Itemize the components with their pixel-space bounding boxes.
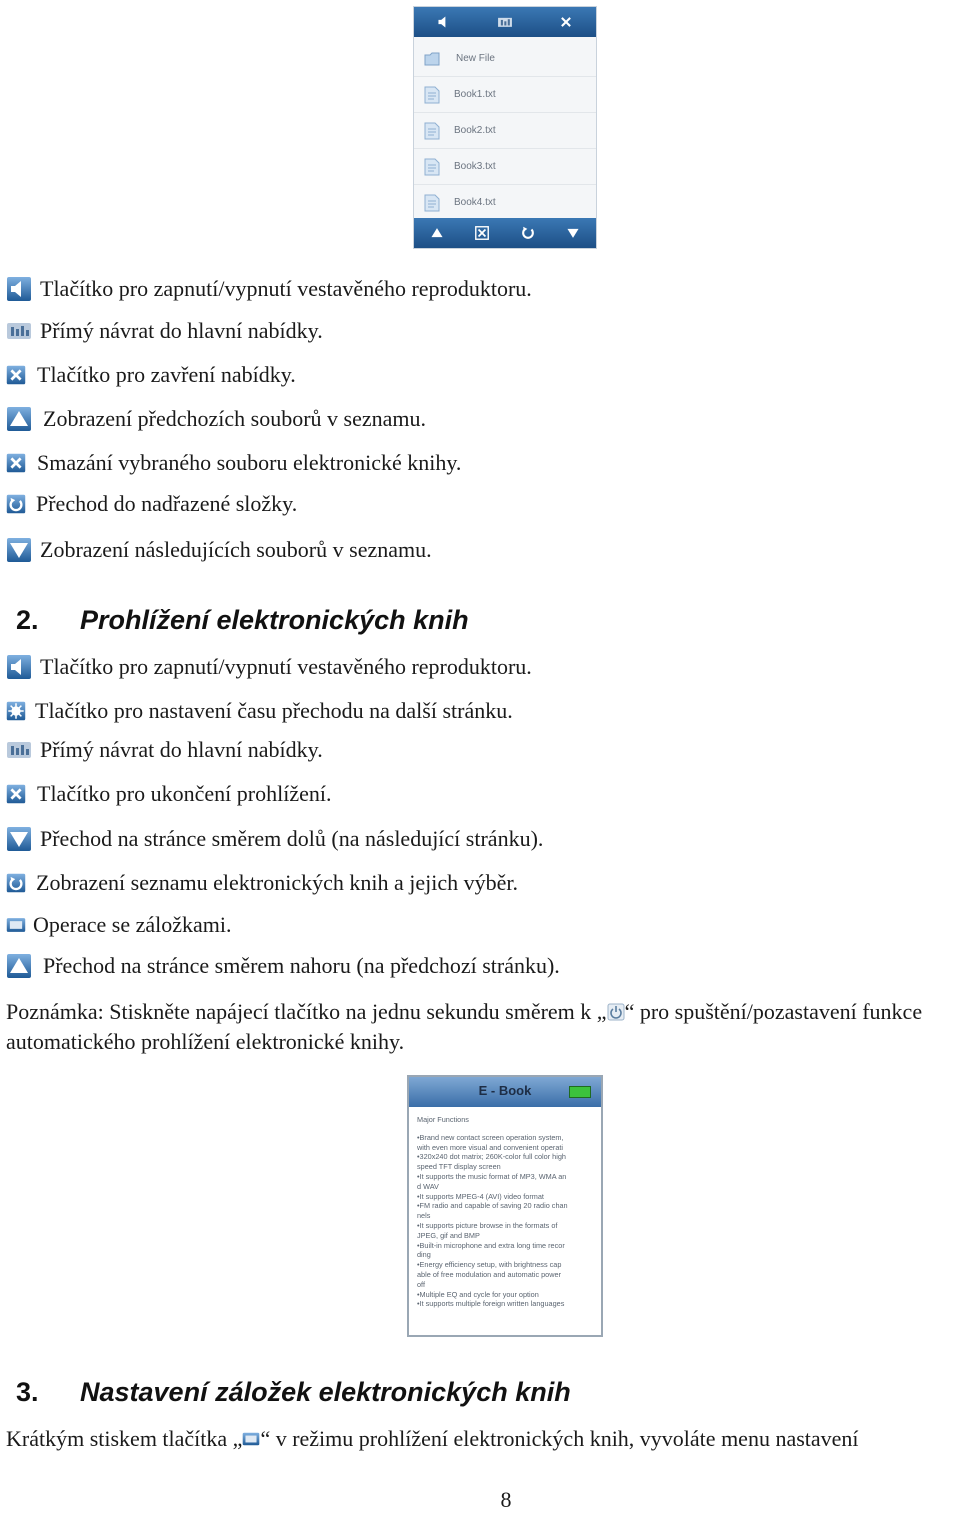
section-title: Prohlížení elektronických knih: [80, 605, 469, 635]
ebook-line: •Energy efficiency setup, with brightness cap: [417, 1260, 562, 1270]
section-number: 3.: [16, 1377, 39, 1407]
list-item[interactable]: [414, 77, 596, 113]
instruction-text: Zobrazení následujících souborů v seznamu.: [40, 537, 432, 562]
instruction-row: [6, 537, 432, 563]
instruction-row: [6, 654, 532, 680]
instruction-text: Tlačítko pro ukončení prohlížení.: [37, 781, 332, 806]
folder-icon: [424, 50, 440, 68]
ebook-line: off: [417, 1279, 425, 1289]
return-icon: [6, 873, 26, 893]
section-number: 2.: [16, 605, 39, 635]
delete-icon: [6, 453, 26, 473]
instruction-text: Přechod na stránce směrem nahoru (na předchozí stránku).: [43, 953, 560, 978]
instruction-text: Přímý návrat do hlavní nabídky.: [40, 318, 323, 343]
instruction-row: [6, 276, 532, 302]
instruction-row: [6, 698, 513, 724]
list-item[interactable]: [414, 149, 596, 185]
settings-icon: [6, 701, 26, 721]
up-arrow-icon: [6, 953, 32, 979]
instruction-row: [6, 826, 543, 852]
instruction-row: [6, 450, 461, 476]
file-name: Book2.txt: [454, 125, 496, 136]
note-paragraph: [6, 997, 960, 1057]
close-icon: [6, 784, 26, 804]
ebook-line: •It supports picture browse in the formats of: [417, 1220, 558, 1230]
file-name: New File: [456, 53, 495, 64]
instruction-text: Přímý návrat do hlavní nabídky.: [40, 737, 323, 762]
ebook-line: •Multiple EQ and cycle for your option: [417, 1289, 539, 1299]
instruction-row: [6, 912, 232, 938]
file-icon: [424, 194, 440, 212]
file-name: Book3.txt: [454, 161, 496, 172]
home-icon[interactable]: [496, 13, 514, 31]
delete-icon[interactable]: [473, 224, 491, 242]
instruction-row: [6, 406, 426, 432]
note-text-before: Poznámka: Stiskněte napájecí tlačítko na jednu sekundu směrem k „: [6, 999, 607, 1024]
close-icon: [6, 365, 26, 385]
file-list: [414, 41, 596, 220]
ebook-line: •Built-in microphone and extra long time recor: [417, 1240, 565, 1250]
instruction-text: Smazání vybraného souboru elektronické knihy.: [37, 450, 462, 475]
speaker-icon: [6, 654, 32, 680]
ebook-line: •It supports MPEG-4 (AVI) video format: [417, 1191, 544, 1201]
page-number: 8: [500, 1487, 512, 1512]
ebook-line: able of free modulation and automatic power: [417, 1269, 561, 1279]
instruction-text: Operace se záložkami.: [33, 912, 232, 937]
return-icon[interactable]: [519, 224, 537, 242]
section3-paragraph: [6, 1424, 960, 1454]
up-arrow-icon: [6, 406, 32, 432]
file-name: Book1.txt: [454, 89, 496, 100]
instruction-text: Tlačítko pro zapnutí/vypnutí vestavěného reproduktoru.: [40, 276, 532, 301]
ebook-line: •It supports the music format of MP3, WMA an: [417, 1171, 567, 1181]
instruction-row: [6, 953, 560, 979]
battery-icon: [569, 1086, 591, 1098]
home-icon: [6, 318, 32, 344]
file-name: Book4.txt: [454, 197, 496, 208]
down-arrow-icon: [6, 537, 32, 563]
section-heading: [16, 1377, 571, 1408]
section3-text-before: Krátkým stiskem tlačítka „: [6, 1426, 243, 1451]
instruction-text: Přechod do nadřazené složky.: [36, 491, 298, 516]
file-browser-bottom-bar: [414, 218, 596, 248]
ebook-line: nels: [417, 1211, 431, 1221]
instruction-row: [6, 318, 323, 344]
ebook-line: •It supports multiple foreign written languages: [417, 1299, 565, 1309]
ebook-screenshot: [407, 1075, 603, 1337]
file-browser-screenshot: [413, 6, 597, 249]
ebook-line: ding: [417, 1250, 431, 1260]
instruction-text: Přechod na stránce směrem dolů (na následující stránku).: [40, 826, 544, 851]
instruction-text: Tlačítko pro zavření nabídky.: [37, 362, 296, 387]
list-item[interactable]: [414, 41, 596, 77]
instruction-text: Tlačítko pro zapnutí/vypnutí vestavěného reproduktoru.: [40, 654, 532, 679]
instruction-row: [6, 362, 296, 388]
instruction-row: [6, 491, 297, 517]
note-text-after: “ pro spuštění/pozastavení funkce automatického prohlížení elektronické knihy.: [6, 999, 923, 1054]
file-icon: [424, 86, 440, 104]
speaker-icon: [6, 276, 32, 302]
list-item[interactable]: [414, 113, 596, 149]
ebook-line: d WAV: [417, 1181, 439, 1191]
instruction-text: Zobrazení seznamu elektronických knih a jejich výběr.: [36, 870, 518, 895]
file-icon: [424, 122, 440, 140]
bookmark-icon: [6, 915, 26, 935]
section-title: Nastavení záložek elektronických knih: [80, 1377, 571, 1407]
instruction-text: Tlačítko pro nastavení času přechodu na další stránku.: [35, 698, 513, 723]
instruction-row: [6, 781, 331, 807]
close-icon[interactable]: [557, 13, 575, 31]
ebook-header: [409, 1077, 601, 1107]
down-arrow-icon: [6, 826, 32, 852]
list-item[interactable]: [414, 185, 596, 220]
ebook-line: JPEG, gif and BMP: [417, 1230, 480, 1240]
bookmark-icon: [242, 1430, 260, 1448]
return-icon: [6, 494, 26, 514]
ebook-text: [417, 1115, 593, 1327]
down-arrow-icon[interactable]: [564, 224, 582, 242]
instruction-row: [6, 870, 518, 896]
speaker-icon[interactable]: [435, 13, 453, 31]
ebook-heading: Major Functions: [417, 1115, 469, 1124]
instruction-row: [6, 737, 323, 763]
section-heading: [16, 605, 469, 636]
power-icon: [607, 1003, 625, 1021]
ebook-line: speed TFT display screen: [417, 1162, 501, 1172]
ebook-line: •FM radio and capable of saving 20 radio chan: [417, 1201, 568, 1211]
instruction-text: Zobrazení předchozích souborů v seznamu.: [43, 406, 427, 431]
ebook-title: E - Book: [478, 1083, 532, 1098]
file-icon: [424, 158, 440, 176]
ebook-line: •Brand new contact screen operation system,: [417, 1132, 564, 1142]
section3-text-after: “ v režimu prohlížení elektronických knih, vyvoláte menu nastavení: [260, 1426, 859, 1451]
up-arrow-icon[interactable]: [428, 224, 446, 242]
home-icon: [6, 737, 32, 763]
ebook-line: with even more visual and convenient operati: [417, 1142, 564, 1152]
file-browser-top-bar: [414, 7, 596, 37]
ebook-line: •320x240 dot matrix; 260K-color full color high: [417, 1152, 566, 1162]
